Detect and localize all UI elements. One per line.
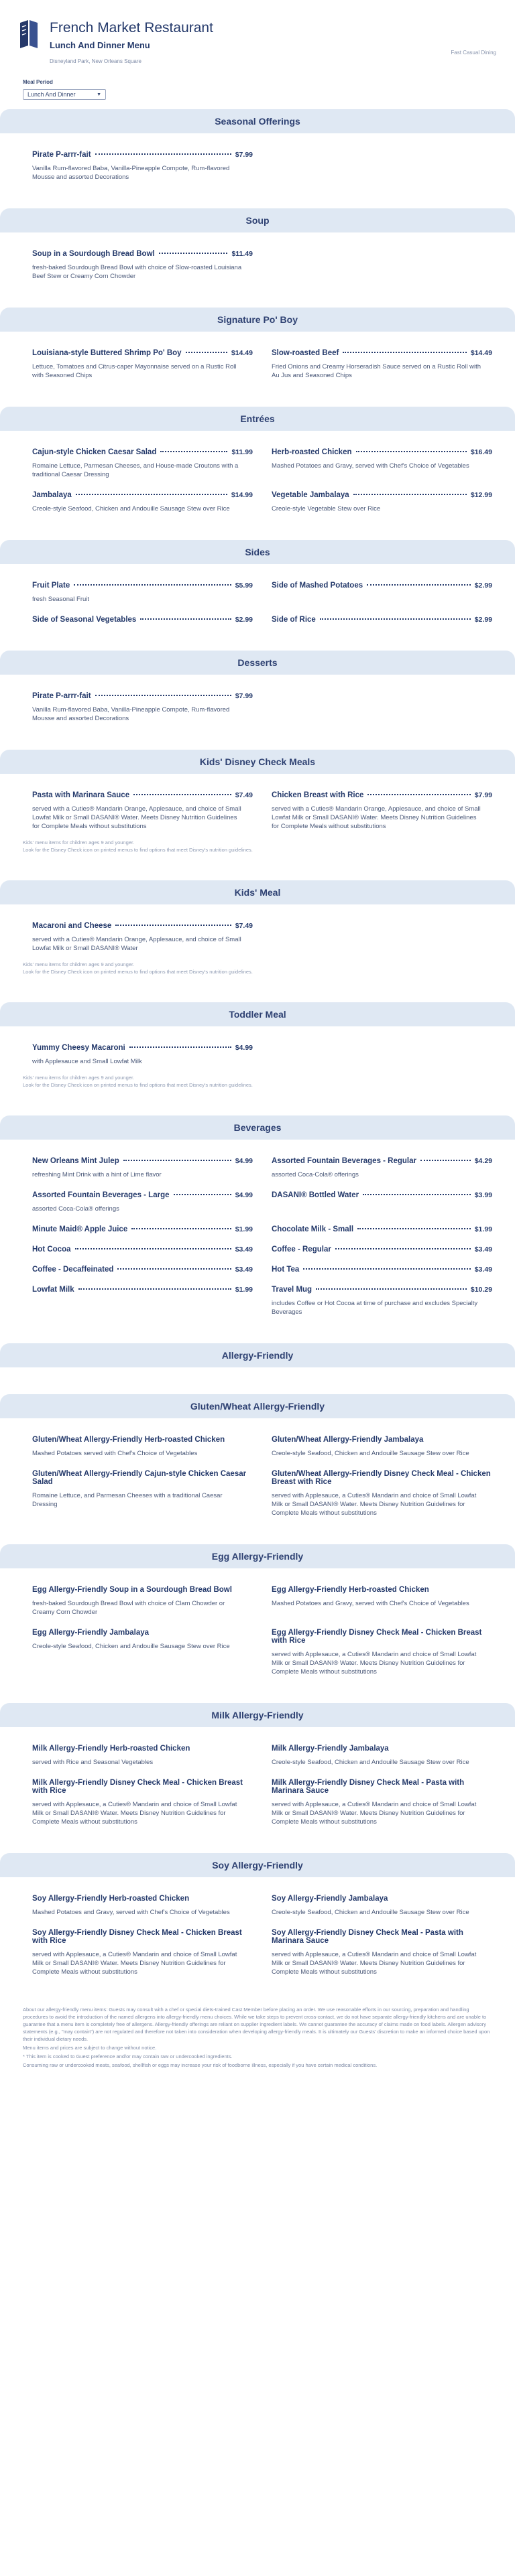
item-name: Vegetable Jambalaya — [272, 491, 349, 499]
leader-dots — [78, 1288, 231, 1290]
menu-item — [32, 1629, 253, 1676]
section-note: Look for the Disney Check icon on printed menus to find options that meet Disney's nutrition guidelines. — [23, 969, 253, 975]
item-name: Coffee - Regular — [272, 1245, 331, 1253]
menu-item — [32, 1929, 253, 1976]
item-description: Creole-style Seafood, Chicken and Andouille Sausage Stew over Rice — [32, 505, 230, 513]
leader-dots — [117, 1268, 231, 1270]
menu-item — [272, 1245, 492, 1253]
item-name: Travel Mug — [272, 1286, 312, 1294]
menu-item — [32, 448, 253, 479]
section-title: Soy Allergy-Friendly — [0, 1853, 515, 1877]
menu-section — [0, 1343, 515, 1367]
leader-dots — [320, 618, 471, 620]
item-price: $7.99 — [235, 151, 253, 159]
item-name: Coffee - Decaffeinated — [32, 1266, 114, 1274]
item-name: Egg Allergy-Friendly Soup in a Sourdough Bread Bowl — [32, 1586, 232, 1594]
menu-item — [272, 1470, 492, 1517]
item-price: $3.49 — [235, 1266, 253, 1274]
item-name: Egg Allergy-Friendly Jambalaya — [32, 1629, 150, 1637]
section-items — [0, 564, 515, 624]
item-name: Milk Allergy-Friendly Disney Check Meal - Chicken Breast with Rice — [32, 1779, 243, 1795]
item-price: $3.99 — [474, 1191, 492, 1199]
item-name: Lowfat Milk — [32, 1286, 74, 1294]
menu-item — [32, 1436, 253, 1458]
section-title: Allergy-Friendly — [0, 1343, 515, 1367]
section-title: Egg Allergy-Friendly — [0, 1544, 515, 1568]
menu-item — [272, 1779, 492, 1826]
item-name: Macaroni and Cheese — [32, 922, 112, 930]
menu-item — [272, 1157, 492, 1179]
section-title: Signature Po' Boy — [0, 308, 515, 332]
item-description: Mashed Potatoes and Gravy, served with Chef's Choice of Vegetables — [272, 1600, 469, 1607]
section-items — [0, 1026, 515, 1066]
item-description: served with a Cuties® Mandarin Orange, Applesauce, and choice of Small Lowfat Milk or Small DASANI® Water. Meets Disney Nutrition Guidelines for Complete Meals without substitutions — [272, 805, 481, 830]
item-name: Minute Maid® Apple Juice — [32, 1225, 128, 1233]
item-price: $7.99 — [474, 791, 492, 799]
item-price: $14.99 — [231, 491, 253, 499]
menu-section — [0, 1544, 515, 1676]
item-price: $3.49 — [474, 1245, 492, 1253]
item-description: Creole-style Seafood, Chicken and Andouille Sausage Stew over Rice — [32, 1643, 230, 1650]
item-price: $2.99 — [235, 616, 253, 624]
menu-item — [272, 1929, 492, 1976]
section-items — [0, 232, 515, 281]
item-name: Milk Allergy-Friendly Jambalaya — [272, 1745, 389, 1753]
menu-item — [272, 1266, 492, 1274]
leader-dots — [357, 1228, 471, 1229]
item-name: Cajun-style Chicken Caesar Salad — [32, 448, 157, 456]
item-price: $1.99 — [235, 1286, 253, 1294]
item-description: Mashed Potatoes and Gravy, served with Chef's Choice of Vegetables — [32, 1909, 230, 1916]
item-name: Gluten/Wheat Allergy-Friendly Cajun-style Chicken Caesar Salad — [32, 1470, 247, 1486]
item-price: $5.99 — [235, 582, 253, 590]
section-note: Look for the Disney Check icon on printed menus to find options that meet Disney's nutrition guidelines. — [23, 847, 253, 853]
item-description: Mashed Potatoes and Gravy, served with Chef's Choice of Vegetables — [272, 462, 469, 470]
item-name: Side of Mashed Potatoes — [272, 582, 363, 590]
item-description: Mashed Potatoes served with Chef's Choice of Vegetables — [32, 1450, 198, 1457]
item-name: Louisiana-style Buttered Shrimp Po' Boy — [32, 349, 182, 357]
menu-item — [32, 1044, 253, 1066]
leader-dots — [74, 584, 231, 586]
menu-item — [32, 349, 253, 380]
leader-dots — [420, 1160, 471, 1161]
section-items — [0, 1727, 515, 1826]
leader-dots — [115, 925, 231, 926]
item-price: $4.99 — [235, 1191, 253, 1199]
item-name: Chicken Breast with Rice — [272, 791, 364, 799]
leader-dots — [343, 352, 467, 353]
section-items — [0, 1140, 515, 1316]
item-price: $14.49 — [231, 349, 253, 357]
section-notes — [0, 1066, 515, 1089]
menu-book-icon — [19, 19, 39, 48]
menu-item — [32, 791, 253, 831]
menu-item — [32, 1895, 253, 1917]
menu-section — [0, 1853, 515, 1976]
item-description: served with a Cuties® Mandarin Orange, Applesauce, and choice of Small Lowfat Milk or Small DASANI® Water — [32, 936, 241, 952]
section-note: Kids' menu items for children ages 9 and younger. — [23, 1075, 135, 1081]
footer-text: Menu items and prices are subject to change without notice. — [23, 2045, 157, 2051]
menu-item — [32, 692, 253, 723]
section-title: Milk Allergy-Friendly — [0, 1703, 515, 1727]
item-price: $16.49 — [470, 448, 492, 456]
menu-section — [0, 1394, 515, 1517]
item-name: Egg Allergy-Friendly Disney Check Meal - Chicken Breast with Rice — [272, 1629, 482, 1645]
leader-dots — [303, 1268, 470, 1270]
leader-dots — [186, 352, 227, 353]
item-name: Soy Allergy-Friendly Jambalaya — [272, 1895, 388, 1903]
footer-disclaimer — [0, 2003, 515, 2090]
section-title: Soup — [0, 208, 515, 232]
item-price: $3.49 — [235, 1245, 253, 1253]
item-price: $10.29 — [470, 1286, 492, 1294]
page-header — [0, 0, 515, 75]
menu-item — [272, 1745, 492, 1767]
section-items — [0, 332, 515, 380]
menu-item — [32, 1586, 253, 1617]
item-price: $2.99 — [474, 582, 492, 590]
item-description: served with Rice and Seasonal Vegetables — [32, 1759, 154, 1766]
menu-item — [32, 1745, 253, 1767]
menu-section — [0, 651, 515, 723]
item-description: fresh-baked Sourdough Bread Bowl with choice of Slow-roasted Louisiana Beef Stew or Creamy Corn Chowder — [32, 264, 242, 280]
item-description: served with Applesauce, a Cuties® Mandarin and choice of Small Lowfat Milk or Small DASANI® Water. Meets Disney Nutrition Guidelines for Complete Meals without substitutions — [272, 1492, 477, 1517]
item-name: Hot Cocoa — [32, 1245, 71, 1253]
menu-item — [272, 1895, 492, 1917]
item-description: Vanilla Rum-flavored Baba, Vanilla-Pineapple Compote, Rum-flavored Mousse and assorted Decorations — [32, 165, 230, 181]
leader-dots — [363, 1194, 471, 1195]
section-note: Look for the Disney Check icon on printed menus to find options that meet Disney's nutrition guidelines. — [23, 1082, 253, 1088]
section-items — [0, 675, 515, 723]
item-name: Gluten/Wheat Allergy-Friendly Jambalaya — [272, 1436, 424, 1444]
menu-item — [32, 1779, 253, 1826]
leader-dots — [356, 451, 467, 452]
item-description: served with Applesauce, a Cuties® Mandarin and choice of Small Lowfat Milk or Small DASANI® Water. Meets Disney Nutrition Guidelines for Complete Meals without substitutions — [272, 1651, 477, 1676]
menu-item — [272, 582, 492, 604]
item-description: Vanilla Rum-flavored Baba, Vanilla-Pineapple Compote, Rum-flavored Mousse and assorted Decorations — [32, 706, 230, 722]
menu-item — [32, 1191, 253, 1213]
section-items — [0, 431, 515, 513]
item-name: Side of Rice — [272, 616, 316, 624]
menu-item — [272, 448, 492, 479]
menu-item — [272, 1286, 492, 1316]
menu-item — [272, 1436, 492, 1458]
chevron-down-icon: ▼ — [97, 92, 101, 97]
item-price: $12.99 — [470, 491, 492, 499]
item-name: Pirate P-arrr-fait — [32, 692, 91, 700]
item-name: Jambalaya — [32, 491, 72, 499]
item-price: $7.99 — [235, 692, 253, 700]
item-description: assorted Coca-Cola® offerings — [272, 1171, 359, 1178]
item-description: fresh Seasonal Fruit — [32, 596, 90, 603]
item-description: served with Applesauce, a Cuties® Mandarin and choice of Small Lowfat Milk or Small DASANI® Water. Meets Disney Nutrition Guidelines for Complete Meals without substitutions — [272, 1951, 477, 1976]
item-name: Side of Seasonal Vegetables — [32, 616, 137, 624]
item-price: $1.99 — [235, 1225, 253, 1233]
item-price: $4.99 — [235, 1157, 253, 1165]
item-description: assorted Coca-Cola® offerings — [32, 1205, 119, 1213]
item-price: $11.99 — [231, 448, 253, 456]
section-title: Kids' Meal — [0, 880, 515, 904]
menu-name: Lunch And Dinner Menu — [50, 40, 150, 50]
menu-item — [32, 491, 253, 513]
item-name: Herb-roasted Chicken — [272, 448, 352, 456]
leader-dots — [95, 695, 231, 696]
item-price: $4.29 — [474, 1157, 492, 1165]
section-items — [0, 904, 515, 953]
leader-dots — [129, 1046, 231, 1048]
section-items — [0, 774, 515, 831]
section-title: Kids' Disney Check Meals — [0, 750, 515, 774]
menu-item — [32, 1266, 253, 1274]
section-title: Desserts — [0, 651, 515, 675]
menu-item — [32, 1245, 253, 1253]
menu-section — [0, 1703, 515, 1826]
leader-dots — [140, 618, 231, 620]
menu-section — [0, 750, 515, 854]
menu-section — [0, 407, 515, 513]
item-description: with Applesauce and Small Lowfat Milk — [32, 1058, 142, 1065]
item-description: includes Coffee or Hot Cocoa at time of purchase and excludes Specialty Beverages — [272, 1300, 478, 1316]
menu-item — [32, 151, 253, 182]
item-description: Romaine Lettuce, and Parmesan Cheeses with a traditional Caesar Dressing — [32, 1492, 223, 1508]
item-description: served with a Cuties® Mandarin Orange, Applesauce, and choice of Small Lowfat Milk or Small DASANI® Water. Meets Disney Nutrition Guidelines for Complete Meals without substitutions — [32, 805, 241, 830]
item-description: Creole-style Seafood, Chicken and Andouille Sausage Stew over Rice — [272, 1909, 469, 1916]
meal-period-label: Meal Period — [23, 79, 53, 85]
item-name: Assorted Fountain Beverages - Large — [32, 1191, 170, 1199]
menu-item — [32, 250, 253, 281]
menu-item — [32, 1470, 253, 1517]
menu-item — [272, 791, 492, 831]
section-notes — [0, 831, 515, 854]
menu-item — [272, 1586, 492, 1617]
item-name: New Orleans Mint Julep — [32, 1157, 119, 1165]
menu-item — [272, 1225, 492, 1233]
item-description: served with Applesauce, a Cuties® Mandarin and choice of Small Lowfat Milk or Small DASANI® Water. Meets Disney Nutrition Guidelines for Complete Meals without substitutions — [32, 1951, 237, 1976]
item-name: Soy Allergy-Friendly Disney Check Meal - Pasta with Marinara Sauce — [272, 1929, 463, 1945]
leader-dots — [133, 794, 231, 795]
item-description: Creole-style Vegetable Stew over Rice — [272, 505, 381, 513]
leader-dots — [159, 253, 228, 254]
footer-text: * This item is cooked to Guest preference and/or may contain raw or undercooked ingredients. — [23, 2053, 233, 2059]
meal-period-select[interactable] — [23, 89, 106, 100]
item-price: $7.49 — [235, 922, 253, 930]
item-name: Gluten/Wheat Allergy-Friendly Disney Check Meal - Chicken Breast with Rice — [272, 1470, 491, 1486]
section-title: Toddler Meal — [0, 1002, 515, 1026]
leader-dots — [335, 1248, 471, 1249]
section-items — [0, 1568, 515, 1676]
menu-sections — [0, 109, 515, 1976]
item-name: Fruit Plate — [32, 582, 70, 590]
item-description: Romaine Lettuce, Parmesan Cheeses, and House-made Croutons with a traditional Caesar Dressing — [32, 462, 239, 478]
item-price: $4.99 — [235, 1044, 253, 1052]
menu-item — [272, 349, 492, 380]
item-name: Pasta with Marinara Sauce — [32, 791, 130, 799]
item-name: Chocolate Milk - Small — [272, 1225, 354, 1233]
restaurant-name: French Market Restaurant — [50, 20, 213, 36]
leader-dots — [131, 1228, 231, 1229]
section-title: Entrées — [0, 407, 515, 431]
menu-section — [0, 109, 515, 182]
item-description: fresh-baked Sourdough Bread Bowl with choice of Clam Chowder or Creamy Corn Chowder — [32, 1600, 225, 1616]
item-description: Lettuce, Tomatoes and Citrus-caper Mayonnaise served on a Rustic Roll with Seasoned Chips — [32, 363, 237, 379]
section-items — [0, 1877, 515, 1976]
item-name: Soy Allergy-Friendly Disney Check Meal - Chicken Breast with Rice — [32, 1929, 242, 1945]
item-description: served with Applesauce, a Cuties® Mandarin and choice of Small Lowfat Milk or Small DASANI® Water. Meets Disney Nutrition Guidelines for Complete Meals without substitutions — [32, 1801, 237, 1826]
item-name: DASANI® Bottled Water — [272, 1191, 359, 1199]
leader-dots — [160, 451, 227, 452]
leader-dots — [367, 794, 470, 795]
item-price: $3.49 — [474, 1266, 492, 1274]
leader-dots — [75, 1248, 231, 1249]
section-items — [0, 133, 515, 182]
item-name: Pirate P-arrr-fait — [32, 151, 91, 159]
menu-item — [32, 582, 253, 604]
menu-section — [0, 308, 515, 380]
item-name: Gluten/Wheat Allergy-Friendly Herb-roasted Chicken — [32, 1436, 225, 1444]
menu-item — [32, 1286, 253, 1316]
meal-period — [0, 75, 515, 109]
menu-item — [272, 1191, 492, 1213]
menu-item — [32, 922, 253, 953]
menu-item — [32, 1157, 253, 1179]
item-price: $11.49 — [231, 250, 253, 258]
menu-section — [0, 208, 515, 281]
item-name: Milk Allergy-Friendly Disney Check Meal - Pasta with Marinara Sauce — [272, 1779, 465, 1795]
section-title: Sides — [0, 540, 515, 564]
menu-section — [0, 1002, 515, 1089]
leader-dots — [123, 1160, 231, 1161]
menu-item — [272, 616, 492, 624]
section-note: Kids' menu items for children ages 9 and younger. — [23, 839, 135, 845]
item-description: Fried Onions and Creamy Horseradish Sauce served on a Rustic Roll with Au Jus and Seasoned Chips — [272, 363, 481, 379]
item-name: Soup in a Sourdough Bread Bowl — [32, 250, 155, 258]
item-description: refreshing Mint Drink with a hint of Lime flavor — [32, 1171, 162, 1178]
item-price: $2.99 — [474, 616, 492, 624]
menu-item — [32, 1225, 253, 1233]
section-items — [0, 1418, 515, 1517]
section-note: Kids' menu items for children ages 9 and younger. — [23, 961, 135, 967]
leader-dots — [316, 1288, 467, 1290]
footer-text: About our allergy-friendly menu items: Guests may consult with a chef or special diets-trained Cast Member before placing an order. We use reasonable efforts in our sourcing, preparation and handling procedures to avoid the introduction of the named allergens into allergy-friendly menu choices. While we take steps to prevent cross-contact, we do not have separate allergy-friendly kitchens and are unable to guarantee that a menu item is completely free of allergens. Allergy-friendly offerings are reliant on supplier ingredient labels. We cannot guarantee the accuracy of claims made on food labels. Allergen advisory statements (e.g., "may contain") are not regulated and therefore not taken into consideration when developing allergy-friendly meals. It is ultimately our Guests' discretion to make an informed choice based upon their individual dietary needs. — [23, 2007, 490, 2042]
item-description: Creole-style Seafood, Chicken and Andouille Sausage Stew over Rice — [272, 1450, 469, 1457]
menu-item — [272, 1629, 492, 1676]
item-price: $7.49 — [235, 791, 253, 799]
menu-section — [0, 1115, 515, 1316]
item-name: Slow-roasted Beef — [272, 349, 339, 357]
footer-text: Consuming raw or undercooked meats, seafood, shellfish or eggs may increase your risk of foodborne illness, especially if you have certain medical conditions. — [23, 2062, 378, 2068]
menu-section — [0, 540, 515, 624]
item-description: served with Applesauce, a Cuties® Mandarin and choice of Small Lowfat Milk or Small DASANI® Water. Meets Disney Nutrition Guidelines for Complete Meals without substitutions — [272, 1801, 477, 1826]
section-title: Gluten/Wheat Allergy-Friendly — [0, 1394, 515, 1418]
item-name: Hot Tea — [272, 1266, 300, 1274]
item-name: Soy Allergy-Friendly Herb-roasted Chicken — [32, 1895, 190, 1903]
item-price: $14.49 — [470, 349, 492, 357]
item-name: Yummy Cheesy Macaroni — [32, 1044, 125, 1052]
leader-dots — [95, 153, 231, 155]
leader-dots — [76, 494, 227, 495]
leader-dots — [367, 584, 471, 586]
item-price: $1.99 — [474, 1225, 492, 1233]
section-notes — [0, 953, 515, 975]
section-title: Beverages — [0, 1115, 515, 1140]
meal-period-value: Lunch And Dinner — [27, 91, 76, 98]
item-name: Milk Allergy-Friendly Herb-roasted Chicken — [32, 1745, 190, 1753]
leader-dots — [174, 1194, 231, 1195]
section-title: Seasonal Offerings — [0, 109, 515, 133]
item-description: Creole-style Seafood, Chicken and Andouille Sausage Stew over Rice — [272, 1759, 469, 1766]
menu-item — [272, 491, 492, 513]
item-name: Egg Allergy-Friendly Herb-roasted Chicken — [272, 1586, 429, 1594]
item-name: Assorted Fountain Beverages - Regular — [272, 1157, 416, 1165]
leader-dots — [353, 494, 467, 495]
location: Disneyland Park, New Orleans Square — [50, 58, 141, 64]
menu-item — [32, 616, 253, 624]
service-type: Fast Casual Dining — [451, 50, 496, 56]
menu-section — [0, 880, 515, 975]
